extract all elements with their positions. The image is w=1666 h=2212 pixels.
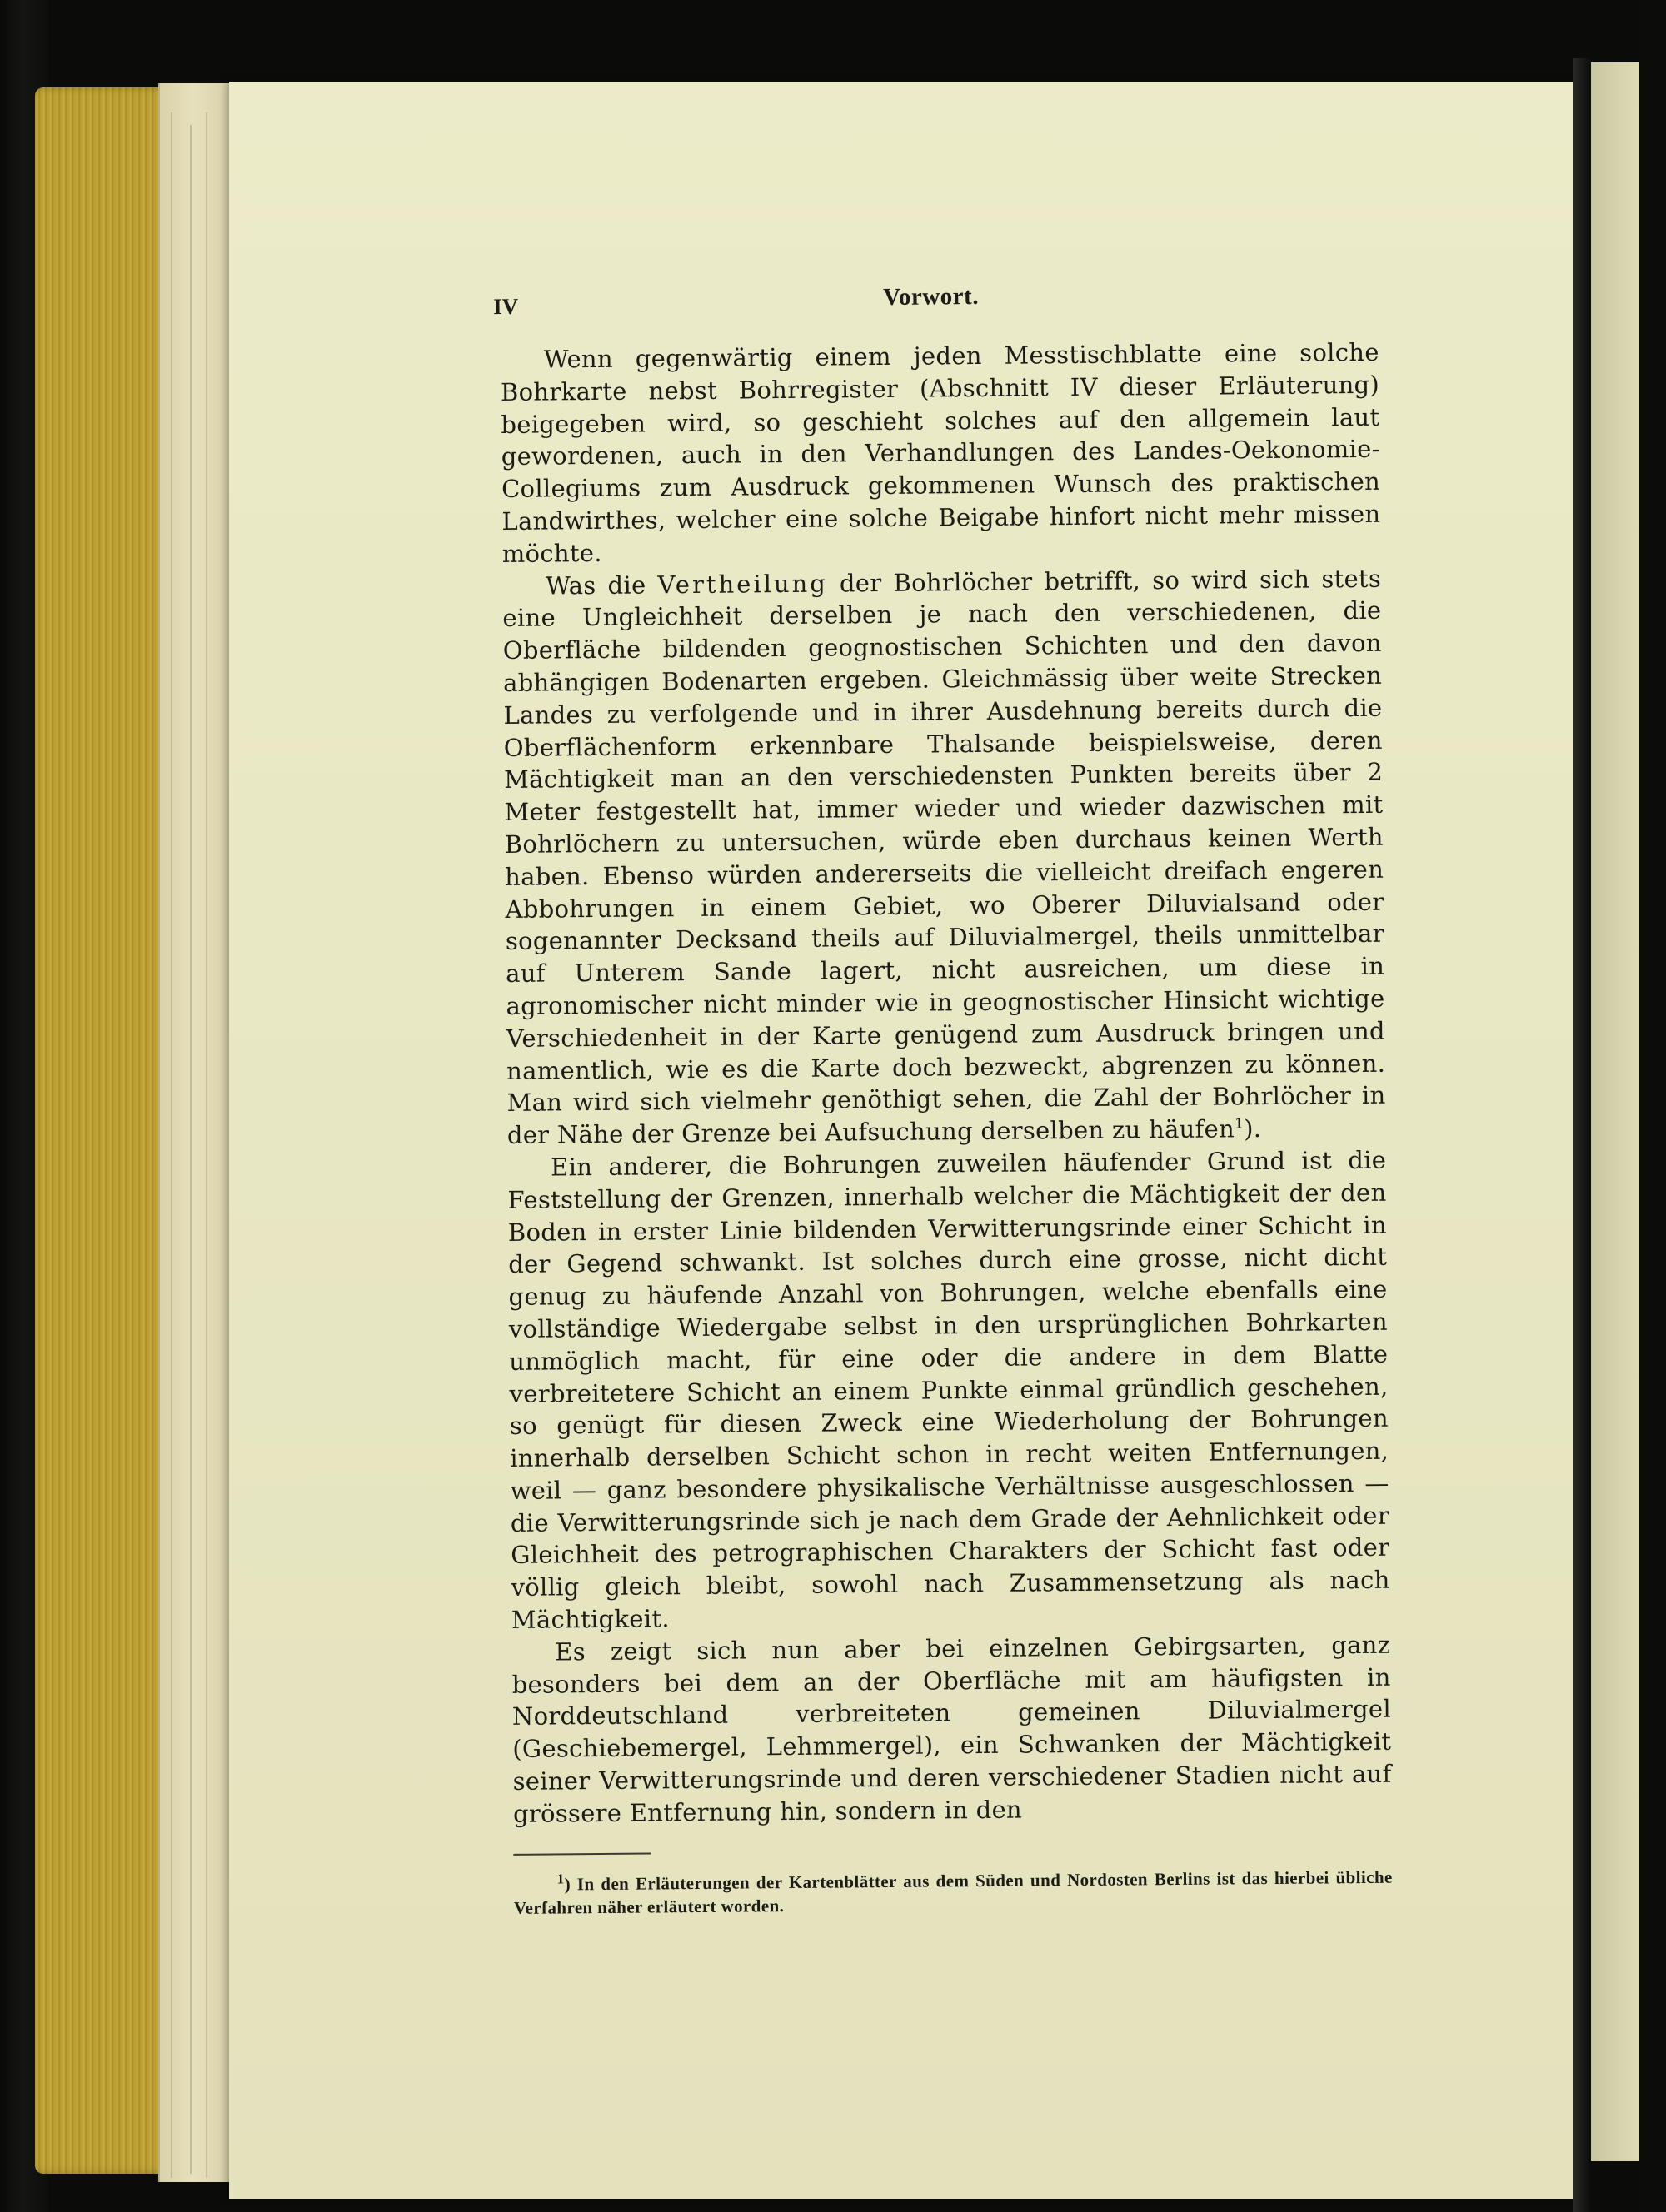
paragraph (502, 562, 1386, 1152)
paragraph: Es zeigt sich nun aber bei einzelnen Gebirgsarten, ganz besonders bei dem an der Oberfläche mit am häufigsten in Norddeutschland verbreiteten gemeinen Diluvialmergel (Geschiebemergel, Lehmmergel), ein Schwanken der Mächtigkeit seiner Verwitterungsrinde und deren verschiedener Stadien nicht auf grössere Entfernung hin, sondern in den (511, 1630, 1392, 1828)
footnote-mark: 1 (556, 1871, 565, 1887)
paragraph-end: ). (1244, 1114, 1262, 1143)
facing-page-edge (1591, 62, 1639, 2161)
gilded-page-edges (35, 87, 177, 2174)
page-title: Vorwort. (882, 282, 980, 311)
emphasized-term: Vertheilung (657, 569, 828, 599)
footnote (514, 1865, 1393, 1919)
footnote-divider (513, 1852, 651, 1855)
book-cover-right (1639, 0, 1666, 2212)
paragraph: Wenn gegenwärtig einem jeden Messtischblatte eine solche Bohrkarte nebst Bohrregister (Abschnitt IV dieser Erläuterung) beigegeben wird, so geschieht solches auf den allgemein laut gewordenen, auch in den Verhandlungen des Landes-Oekonomie-Collegiums zum Ausdruck gekommenen Wunsch des praktischen Landwirthes, welcher eine solche Beigabe hinfort nicht mehr missen möchte. (500, 337, 1381, 568)
footnote-reference: 1 (1234, 1115, 1245, 1133)
book-gutter (1573, 58, 1591, 2212)
footnote-text: ) In den Erläuterungen der Kartenblätter aus dem Süden und Nordosten Berlins ist das hierbei übliche Verfahren näher erläutert worden. (513, 1866, 1393, 1918)
page-number: IV (493, 293, 519, 320)
paragraph-text: der Bohrlöcher betrifft, so wird sich stets eine Ungleichheit derselben je nach den verschiedenen, die Oberfläche bildenden geognostischen Schichten und den davon abhängigen Bodenarten ergeben. Gleichmässig über weite Strecken Landes zu verfolgende und in ihrer Ausdehnung bereits durch die Oberflächenform erkennbare Thalsande beispielsweise, deren Mächtigkeit man an den verschiedensten Punkten bereits über 2 Meter festgestellt hat, immer wieder und wieder dazwischen mit Bohrlöchern zu untersuchen, würde eben durchaus keinen Werth haben. Ebenso würden andererseits die vielleicht dreifach engeren Abbohrungen in einem Gebiet, wo Oberer Diluvialsand oder sogenannter Decksand theils auf Diluvialmergel, theils unmittelbar auf Unterem Sande lagert, nicht ausreichen, um diese in agronomischer nicht minder wie in geognostischer Hinsicht wichtige Verschiedenheit in der Karte genügend zum Ausdruck bringen und namentlich, wie es die Karte doch bezweckt, abgrenzen zu können. Man wird sich vielmehr genöthigt sehen, die Zahl der Bohrlöcher in der Nähe der Grenze bei Aufsuchung derselben zu häufen (502, 564, 1386, 1150)
page-text-block (493, 280, 1393, 1937)
under-page-edge (190, 125, 225, 2174)
paragraph: Ein anderer, die Bohrungen zuweilen häufender Grund ist die Feststellung der Grenzen, innerhalb welcher die Mächtigkeit der den Boden in erster Linie bildenden Verwitterungsrinde einer Schicht in der Gegend schwankt. Ist solches durch eine grosse, nicht dicht genug zu häufende Anzahl von Bohrungen, welche ebenfalls eine vollständige Wiedergabe selbst in den ursprünglichen Bohrkarten unmöglich macht, für eine oder die andere in dem Blatte verbreitetere Schicht an einem Punkte einmal gründlich geschehen, so genügt für diesen Zweck eine Wiederholung der Bohrungen innerhalb derselben Schicht schon in recht weiten Entfernungen, weil — ganz besondere physikalische Verhältnisse ausgeschlossen — die Verwitterungsrinde sich je nach dem Grade der Aehnlichkeit oder Gleichheit des petrographischen Charakters der Schicht fast oder völlig gleich bleibt, sowohl nach Zusammensetzung als nach Mächtigkeit. (507, 1145, 1390, 1635)
paragraph-lead: Was die (545, 570, 646, 600)
running-head (493, 280, 1379, 321)
